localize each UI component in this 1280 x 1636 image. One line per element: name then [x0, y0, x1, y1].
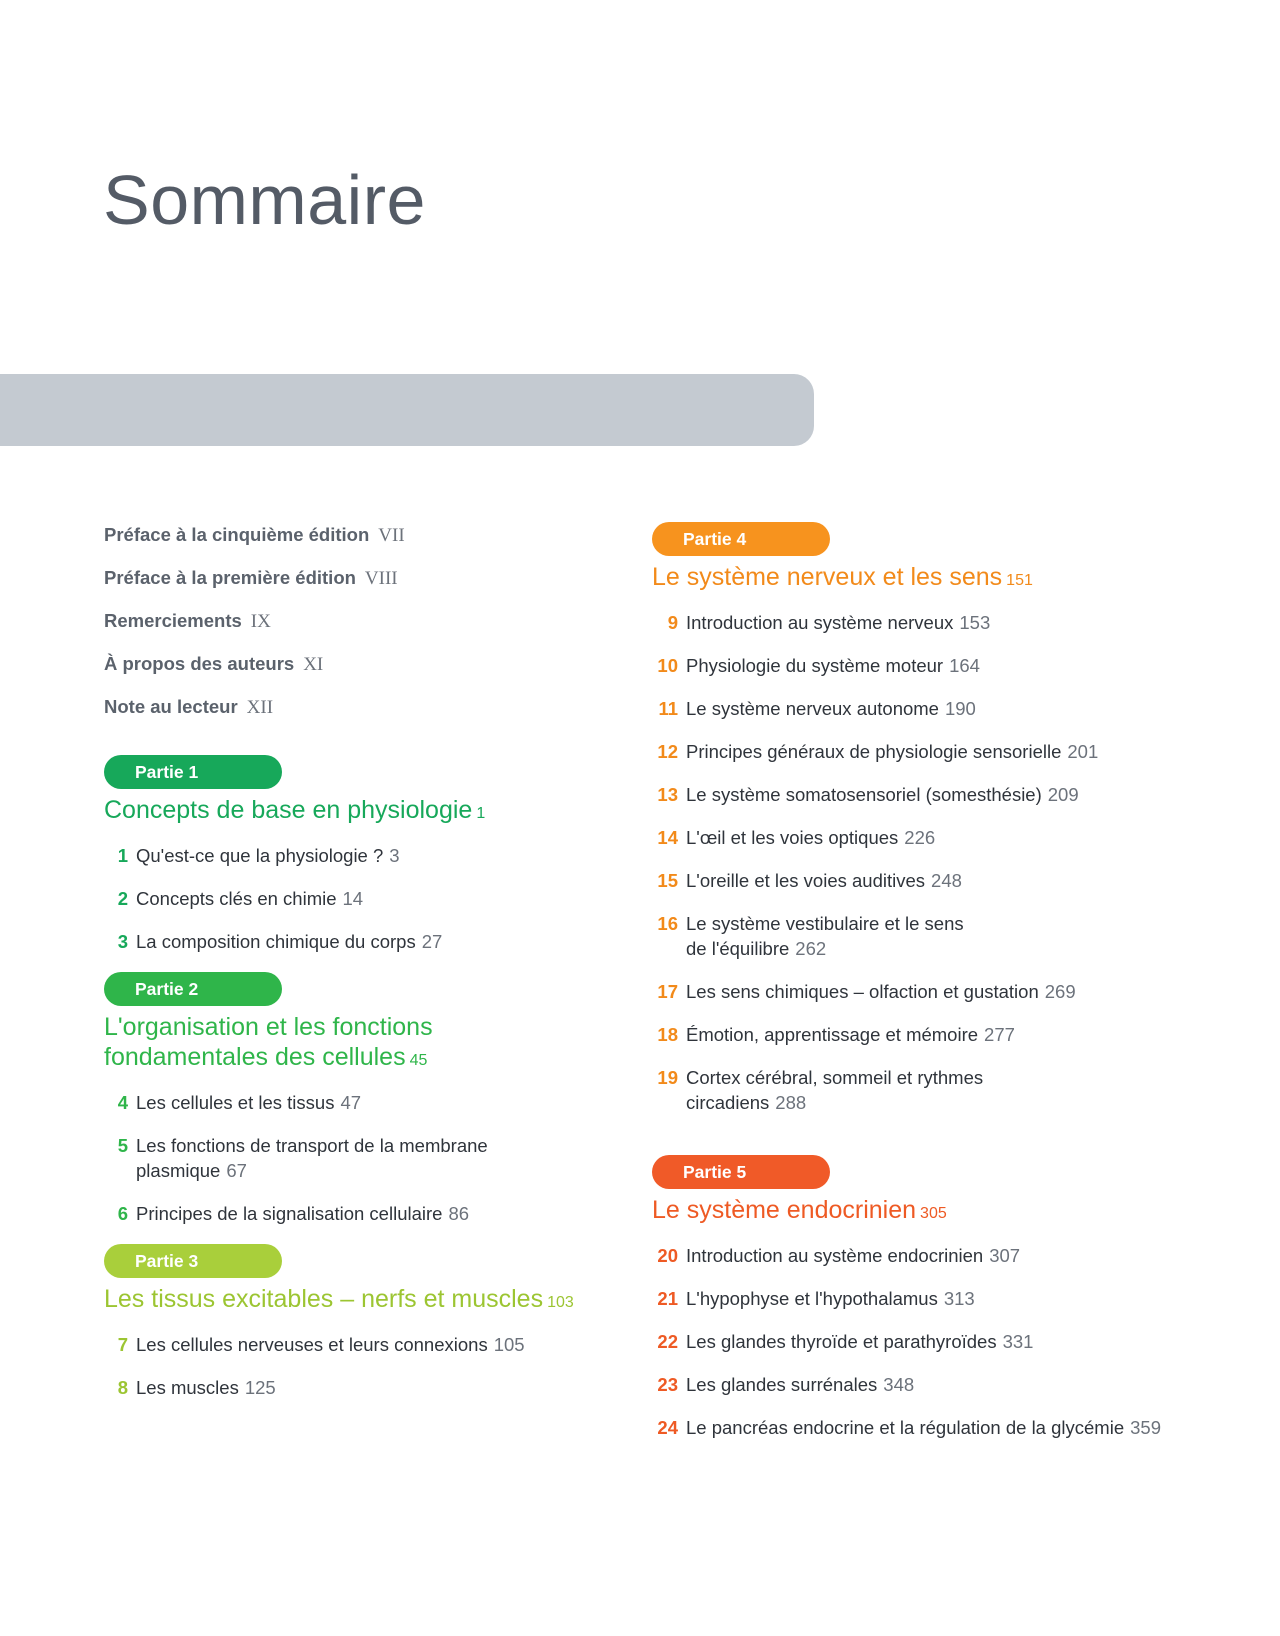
chapter-number: 8 — [117, 1377, 128, 1398]
chapter-title: L'oreille et les voies auditives — [686, 870, 926, 891]
chapter-entry[interactable] — [652, 1286, 1252, 1311]
chapter-entry[interactable] — [652, 610, 1252, 635]
chapter-title: Concepts clés en chimie — [136, 888, 337, 909]
chapter-page: 14 — [342, 888, 364, 909]
front-matter-label: Préface à la cinquième édition — [104, 524, 370, 545]
chapter-entry[interactable] — [652, 782, 1252, 807]
chapter-title: Les cellules nerveuses et leurs connexions — [136, 1334, 488, 1355]
chapter-list — [104, 843, 624, 954]
part-page: 1 — [476, 805, 486, 822]
front-matter-page: IX — [250, 611, 271, 632]
chapter-entry[interactable] — [104, 1133, 624, 1183]
part-title-line: fondamentales des cellules — [104, 1043, 406, 1071]
chapter-title: Émotion, apprentissage et mémoire — [686, 1024, 979, 1045]
chapter-page: 67 — [226, 1160, 247, 1181]
toc-left-column — [104, 524, 624, 1418]
chapter-title: L'hypophyse et l'hypothalamus — [686, 1288, 938, 1309]
part-title[interactable] — [652, 562, 1252, 596]
front-matter-label: Préface à la première édition — [104, 567, 356, 588]
part-badge: Partie 2 — [104, 972, 282, 1006]
chapter-page: 125 — [244, 1377, 276, 1398]
toc-right-column — [652, 522, 1252, 1458]
front-matter-list — [104, 524, 624, 739]
part-page: 103 — [547, 1294, 574, 1311]
chapter-title: Les glandes thyroïde et parathyroïdes — [686, 1331, 997, 1352]
chapter-page: 313 — [943, 1288, 975, 1309]
chapter-title: Les muscles — [136, 1377, 239, 1398]
chapter-page: 201 — [1067, 741, 1099, 762]
chapter-page: 269 — [1044, 981, 1076, 1002]
front-matter-item[interactable] — [104, 524, 624, 567]
chapter-page: 359 — [1130, 1417, 1161, 1438]
chapter-entry[interactable] — [652, 653, 1252, 678]
front-matter-item[interactable] — [104, 696, 624, 739]
front-matter-label: Note au lecteur — [104, 696, 238, 717]
chapter-list — [104, 1332, 624, 1400]
chapter-entry[interactable] — [652, 1415, 1252, 1440]
chapter-title: La composition chimique du corps — [136, 931, 416, 952]
chapter-number: 20 — [657, 1245, 678, 1266]
chapter-number: 17 — [657, 981, 678, 1002]
chapter-entry[interactable] — [652, 868, 1252, 893]
chapter-page: 47 — [340, 1092, 362, 1113]
chapter-number: 13 — [657, 784, 678, 805]
chapter-page: 190 — [944, 698, 976, 719]
front-matter-page: XII — [246, 697, 274, 718]
chapter-title: Les glandes surrénales — [686, 1374, 878, 1395]
chapter-number: 11 — [658, 698, 678, 719]
part-badge: Partie 1 — [104, 755, 282, 789]
chapter-title: Principes de la signalisation cellulaire — [136, 1203, 443, 1224]
chapter-title: Cortex cérébral, sommeil et rythmes circadiens — [686, 1067, 984, 1113]
chapter-number: 10 — [657, 655, 678, 676]
chapter-title: Principes généraux de physiologie sensorielle — [686, 741, 1062, 762]
chapter-page: 226 — [904, 827, 936, 848]
front-matter-label: Remerciements — [104, 610, 242, 631]
chapter-title: Le système somatosensoriel (somesthésie) — [686, 784, 1042, 805]
chapter-page: 153 — [959, 612, 991, 633]
part-section — [104, 972, 624, 1226]
chapter-entry[interactable] — [652, 979, 1252, 1004]
part-title[interactable] — [104, 1012, 624, 1076]
chapter-number: 22 — [657, 1331, 678, 1352]
chapter-number: 21 — [657, 1288, 678, 1309]
chapter-number: 2 — [117, 888, 128, 909]
chapter-entry[interactable] — [104, 1332, 624, 1357]
front-matter-item[interactable] — [104, 653, 624, 696]
chapter-number: 16 — [657, 913, 678, 934]
chapter-page: 209 — [1047, 784, 1079, 805]
front-matter-page: VIII — [364, 568, 398, 589]
part-title[interactable] — [652, 1195, 1252, 1229]
chapter-list — [652, 1243, 1252, 1440]
chapter-page: 27 — [421, 931, 443, 952]
chapter-number: 6 — [117, 1203, 128, 1224]
chapter-entry[interactable] — [104, 1375, 624, 1400]
chapter-title: Les fonctions de transport de la membrane plasmique — [136, 1135, 488, 1181]
part-page: 305 — [920, 1205, 947, 1222]
part-badge: Partie 4 — [652, 522, 830, 556]
part-page: 45 — [409, 1052, 428, 1069]
chapter-entry[interactable] — [104, 929, 624, 954]
chapter-number: 19 — [657, 1067, 678, 1088]
chapter-number: 5 — [117, 1135, 128, 1156]
chapter-entry[interactable] — [652, 825, 1252, 850]
chapter-entry[interactable] — [652, 739, 1252, 764]
chapter-entry[interactable] — [652, 911, 1252, 961]
chapter-entry[interactable] — [104, 843, 624, 868]
chapter-page: 288 — [775, 1092, 807, 1113]
chapter-title: Qu'est-ce que la physiologie ? — [136, 845, 384, 866]
front-matter-item[interactable] — [104, 610, 624, 653]
chapter-number: 7 — [117, 1334, 128, 1355]
chapter-page: 105 — [493, 1334, 525, 1355]
chapter-title: Physiologie du système moteur — [686, 655, 944, 676]
header-banner — [0, 374, 814, 446]
part-section — [104, 1244, 624, 1400]
chapter-number: 12 — [657, 741, 678, 762]
part-title-line: L'organisation et les fonctions — [104, 1013, 433, 1041]
part-badge: Partie 3 — [104, 1244, 282, 1278]
chapter-number: 14 — [657, 827, 678, 848]
chapter-title: Le pancréas endocrine et la régulation de la glycémie — [686, 1417, 1125, 1438]
part-title[interactable] — [104, 1284, 624, 1318]
chapter-number: 1 — [117, 845, 128, 866]
chapter-title: Introduction au système nerveux — [686, 612, 954, 633]
chapter-page: 277 — [984, 1024, 1015, 1045]
chapter-number: 23 — [657, 1374, 678, 1395]
chapter-entry[interactable] — [104, 1090, 624, 1115]
chapter-number: 18 — [657, 1024, 678, 1045]
chapter-entry[interactable] — [652, 696, 1252, 721]
chapter-page: 86 — [448, 1203, 470, 1224]
chapter-entry[interactable] — [652, 1243, 1252, 1268]
chapter-page: 348 — [883, 1374, 915, 1395]
part-title-text: Concepts de base en physiologie — [104, 796, 473, 824]
part-title-text: Le système endocrinien — [652, 1196, 917, 1224]
part-page: 151 — [1006, 572, 1033, 589]
chapter-list — [104, 1090, 624, 1226]
chapter-number: 4 — [117, 1092, 128, 1113]
chapter-number: 24 — [657, 1417, 678, 1438]
chapter-number: 3 — [117, 931, 128, 952]
chapter-entry[interactable] — [652, 1022, 1252, 1047]
chapter-entry[interactable] — [652, 1329, 1252, 1354]
front-matter-page: VII — [378, 525, 405, 546]
part-badge: Partie 5 — [652, 1155, 830, 1189]
chapter-title: Les cellules et les tissus — [136, 1092, 335, 1113]
front-matter-label: À propos des auteurs — [104, 653, 295, 674]
chapter-title: L'œil et les voies optiques — [686, 827, 899, 848]
chapter-number: 15 — [657, 870, 678, 891]
chapter-list — [652, 610, 1252, 1115]
part-section — [104, 755, 624, 954]
chapter-page: 164 — [949, 655, 980, 676]
chapter-title: Introduction au système endocrinien — [686, 1245, 984, 1266]
chapter-entry[interactable] — [104, 886, 624, 911]
part-section — [652, 1155, 1252, 1440]
chapter-page: 3 — [389, 845, 400, 866]
chapter-page: 248 — [931, 870, 962, 891]
chapter-page: 307 — [989, 1245, 1021, 1266]
part-section — [652, 522, 1252, 1115]
chapter-title: Les sens chimiques – olfaction et gustation — [686, 981, 1039, 1002]
front-matter-item[interactable] — [104, 567, 624, 610]
chapter-title: Le système vestibulaire et le sens de l'équilibre — [686, 913, 964, 959]
chapter-title: Le système nerveux autonome — [686, 698, 939, 719]
page-title: Sommaire — [103, 161, 426, 239]
chapter-page: 262 — [795, 938, 827, 959]
part-title-text: Le système nerveux et les sens — [652, 563, 1003, 591]
part-title-text: Les tissus excitables – nerfs et muscles — [104, 1285, 544, 1313]
part-title[interactable] — [104, 795, 624, 829]
chapter-entry[interactable] — [104, 1201, 624, 1226]
chapter-number: 9 — [667, 612, 678, 633]
chapter-page: 331 — [1002, 1331, 1034, 1352]
chapter-entry[interactable] — [652, 1065, 1252, 1115]
front-matter-page: XI — [303, 654, 324, 675]
chapter-entry[interactable] — [652, 1372, 1252, 1397]
